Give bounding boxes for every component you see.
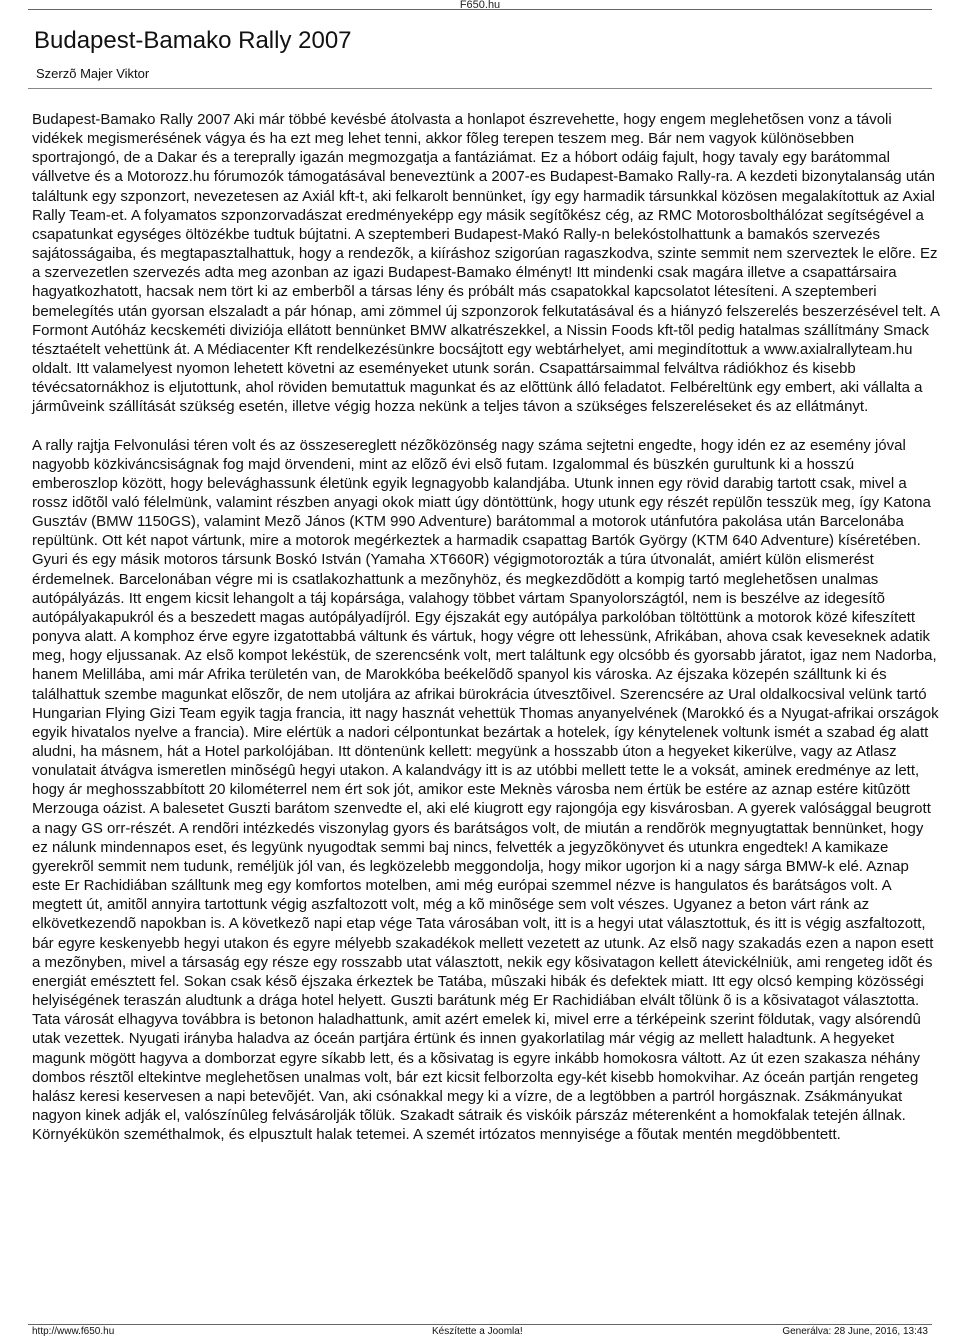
footer-generated-date: Generálva: 28 June, 2016, 13:43 — [782, 1326, 928, 1337]
article-author: Szerzõ Majer Viktor — [36, 66, 150, 81]
article-paragraph-2: A rally rajtja Felvonulási téren volt és az összesereglett nézõközönség nagy száma sejtetni engedte, hogy idén ez az esemény jóval nagyobb közkiváncsiságnak fog majd örvendeni, mint az elõzõ évi elsõ futam. Izgalommal és büszkén gurultunk ki a hosszú emberoszlop között, hogy belevághassunk életünk egyik legnagyobb kalandjába. Utunk innen egy rövid darabig tartott csak, mivel a rossz idõtõl való félelmünk, valamint részben anyagi okok miatt úgy döntöttünk, hogy utunk egy részét repülõn tesszük meg, így Katona Gusztáv (BMW 1150GS), valamint Mezõ János (KTM 990 Adventure) barátommal a motorok utánfutóra pakolása után Barcelonába repültünk. Ott két napot vártunk, mire a motorok megérkeztek a harmadik csapattag Bartók György (KTM 640 Adventure) kíséretében. Gyuri és egy másik motoros társunk Boskó István (Yamaha XT660R) végigmotorozták a túra útvonalát, amiért külön elismerést érdemelnek. Barcelonában végre mi is csatlakozhattunk a mezõnyhöz, és megkezdõdött a kompig tartó meglehetõsen unalmas autópályázás. Itt engem kicsit lehangolt a táj kopársága, valahogy többet vártam Spanyolországtól, nem is beszélve az idegesítõ autópályakapukról és a beszedett magas autópályadíjról. Egy éjszakát egy autópálya parkolóban töltöttünk a motorok közé kifeszített ponyva alatt. A komphoz érve egyre izgatottabbá váltunk és vártuk, hogy végre ott lehessünk, Afrikában, ahova csak keveseknek adatik meg, hogy eljussanak. Az elsõ kompot lekéstük, de szerencsénk volt, mert találtunk egy olcsóbb és gyorsabb járatot, igaz nem Nadorba, hanem Melillába, ami már Afrika területén van, de Marokkóba beékelõdõ spanyol kis városka. Az éjszaka közepén szálltunk ki és találhattuk szembe magunkat elõszõr, de nem utoljára az afrikai bürokrácia útvesztõivel. Szerencsére az Ural oldalkocsival velünk tartó Hungarian Flying Gizi Team egyik tagja francia, itt nagy hasznát vehettük Thomas anyanyelvének (Marokkó és a Nyugat-afrikai országok egyik hivatalos nyelve a francia). Mire elértük a nadori célpontunkat bezártak a hotelek, így kénytelenek voltunk ismét a szabad ég alatt aludni, ha másnem, hát a Hotel parkolójában. Itt döntenünk kellett: megyünk a hosszabb úton a hegyeket kikerülve, vagy az Atlasz vonulatait átvágva ismeretlen minõségû hegyi utakon. A kalandvágy itt is az utóbbi mellett tette le a voksát, aminek eredménye az lett, hogy ár meghosszabbított 20 kilométerrel nem ért sok jót, amikor este Meknès városba nem értük be estére az aznap estére kitûzött Merzouga oázist. A balesetet Guszti barátom szenvedte el, aki elé kiugrott egy rajongója egy kisvárosban. A gyerek valósággal beugrott a nagy GS orr-részét. A rendõri intézkedés viszonylag gyors és barátságos volt, de miután a rendõrök megnyugtattak bennünket, hogy ez nálunk mindennapos eset, és legyünk nyugodtak semmi baj nincs, felvették a jegyzõkönyvet és utunkra engedtek! A kamikaze gyerekrõl semmit nem tudunk, reméljük jól van, és legközelebb meggondolja, hogy mikor ugorjon ki a nagy sárga BMW-k elé. Aznap este Er Rachidiában szálltunk meg egy komfortos motelben, ami még európai szemmel nézve is hangulatos és barátságos volt. A megtett út, amitõl annyira tartottunk végig aszfaltozott volt, még a kõ minõsége sem volt vészes. Ugyanez a beton várt ránk az elkövetkezendõ napokban is. A következõ napi etap vége Tata városában volt, itt is a hegyi utat választottuk, és itt is végig aszfaltozott, bár egyre keskenyebb hegyi utakon és egyre mélyebb szakadékok mellett vezetett az utunk. Az elsõ nagy szakadás ezen a napon esett a mezõnyben, mivel a társaság egy része egy rosszabb utat választott, nekik egy kõsivatagon kellett átevickélniük, ami rengeteg idõt és energiát emésztett fel. Sokan csak késõ éjszaka érkeztek be Tatába, mûszaki hibák és defektek miatt. Itt egy olcsó kemping közösségi helyiségének teraszán aludtunk a drága hotel helyett. Guszti barátunk még Er Rachidiában elvált tõlünk õ is a kõsivatagot választotta. Tata városát elhagyva továbbra is betonon haladhattunk, amit azért emelek ki, mivel erre a térképeink szerint földutak, vagy alsórendû utak vezettek. Nyugati irányba haladva az óceán partjára értünk és innen gyakorlatilag már végig az mellett haladtunk. A hegyeket magunk mögött hagyva a domborzat egyre síkabb lett, és a kõsivatag is egyre inkább homokosra váltott. Az út ezen szakasza néhány dombos résztõl eltekintve meglehetõsen unalmas volt, bár ezt kicsit felborzolta egy-két kisebb homokvihar. Az óceán partján rengeteg halász keresi keservesen a napi betevõjét. Van, aki csónakkal megy ki a vízre, de a legtöbben a partról horgásznak. Zsákmányukat nagyon kinek adják el, valószínûleg felvásárolják tõlük. Szakadt sátraik és viskóik párszáz méterenként a homokfalak tetején állnak. Környékükön szeméthalmok, és elpusztult halak tetemei. A szemét irtózatos mennyisége a fõutak mentén megdöbbentett. — [32, 436, 939, 1144]
paragraph-spacer — [32, 417, 940, 436]
author-divider — [28, 88, 932, 89]
page-footer — [32, 1326, 928, 1338]
site-name: F650.hu — [459, 0, 501, 11]
article-title: Budapest-Bamako Rally 2007 — [34, 27, 352, 54]
article-body — [32, 110, 940, 1144]
footer-url-link[interactable]: http://www.f650.hu — [32, 1326, 115, 1337]
top-divider — [28, 9, 932, 10]
article-paragraph-1: Budapest-Bamako Rally 2007 Aki már többé kevésbé átolvasta a honlapot észrevehette, hogy engem meglehetõsen vonz a távoli vidékek megismerésének vágya és ha ezt meg lehet tenni, akkor fõleg terepen teszem meg. Bár nem vagyok különösebben sportrajongó, de a Dakar és a tereprally igazán megmozgatja a fantáziámat. Ez a hóbort odáig fajult, hogy tavaly egy barátommal vállvetve és a Motorozz.hu fórumozók támogatásával beneveztünk a 2007-es Budapest-Bamako Rally-ra. A kezdeti bizonytalanság után találtunk egy szponzort, nevezetesen az Axiál kft-t, aki felkarolt bennünket, így egy harmadik társunkkal közösen megalakítottuk az Axial Rally Team-et. A folyamatos szponzorvadászat eredményeképp egy másik segítõkész cég, az RMC Motorosbolthálózat segítségével a csapatunkat egységes öltözékbe tudtuk bújtatni. A szeptemberi Budapest-Makó Rally-n belekóstolhattunk a bamakós szervezés sajátosságaiba, és megtapasztalhattuk, hogy a rendezõk, a kiíráshoz szigorúan ragaszkodva, szinte semmit nem szerveztek le elõre. Ez a szervezetlen szervezés adta meg azonban az igazi Budapest-Bamako élményt! Itt mindenki csak magára illetve a csapattársaira hagyatkozhatott, hacsak nem tört ki az emberbõl a társas lény és próbált más csapatokkal kapcsolatot létesíteni. A szeptemberi bemelegítés után gyorsan elszaladt a pár hónap, ami zömmel új szponzorok felkutatásával és a hiányzó felszerelés beszerzésével telt. A Formont Autóház kecskeméti diviziója ellátott bennünket BMW alkatrészekkel, a Nissin Foods kft-tõl pedig hatalmas szállítmány Smack tésztaételt vehettünk át. A Médiacenter Kft rendelkezésünkre bocsájtott egy webtárhelyet, ami megindítottuk a www.axialrallyteam.hu oldalt. Itt valamelyest nyomon lehetett követni az eseményeket utunk során. Csapattársaimmal felváltva rádiókhoz és kisebb tévécsatornákhoz is eljutottunk, ahol röviden bemutattuk magunkat és az elõttünk álló feladatot. Felbéreltünk egy embert, aki vállalta a jármûveink szállítását szükség esetén, illetve végig hozza nekünk a teljes távon a szükséges felszereléseket és az ellátmányt. — [32, 111, 940, 416]
footer-made-with: Készítette a Joomla! — [432, 1326, 523, 1337]
footer-divider — [28, 1324, 932, 1325]
